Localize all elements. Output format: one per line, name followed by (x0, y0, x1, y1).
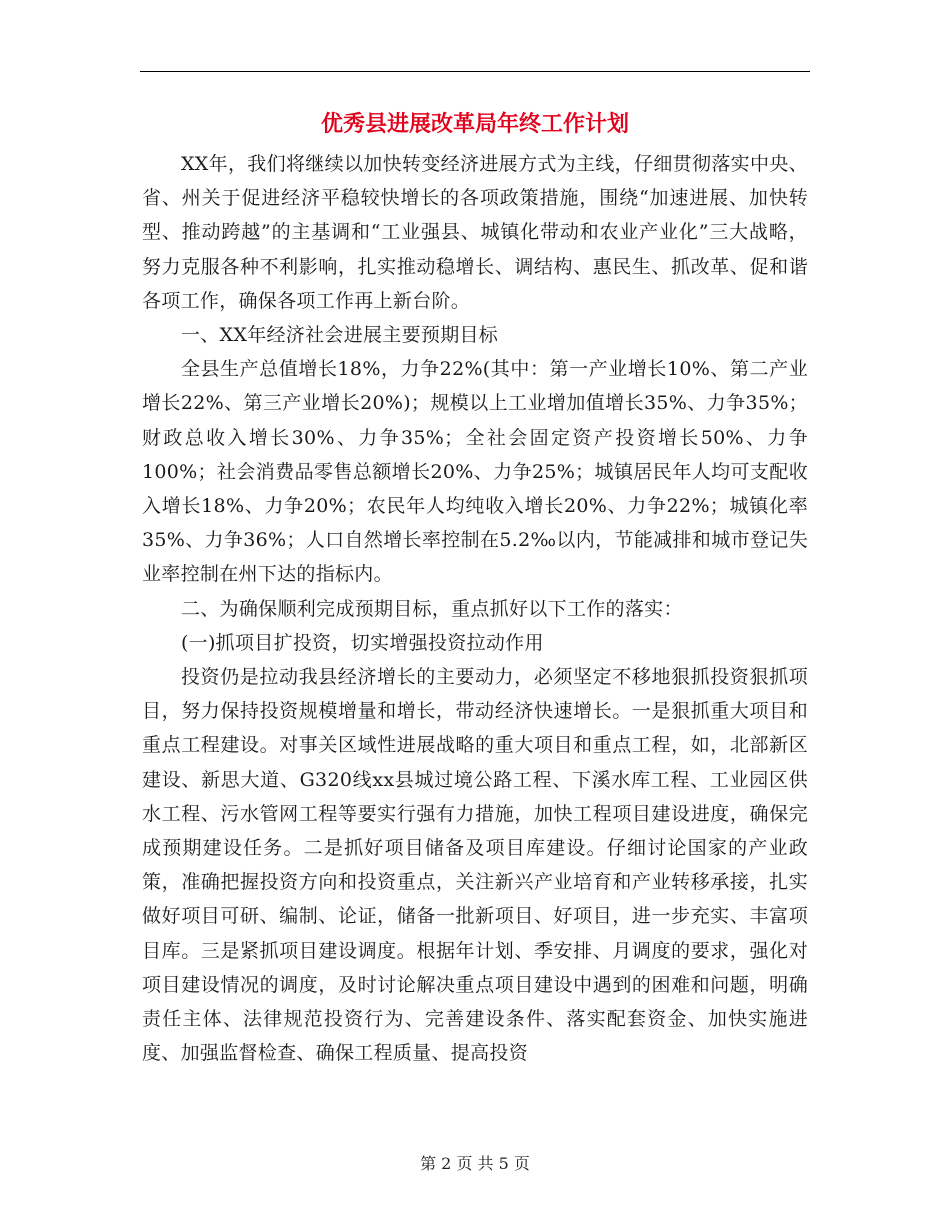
document-title: 优秀县进展改革局年终工作计划 (320, 112, 629, 137)
heading-subsection-1: (一)抓项目扩投资，切实增强投资拉动作用 (180, 631, 544, 654)
paragraph-targets: 全县生产总值增长18%，力争22%(其中：第一产业增长10%、第二产业增长22%、第三产业增长20%)；规模以上工业增加值增长35%、力争35%；财政总收入增长30%、力争35%；全社会固定资产投资增长50%、力争100%；社会消费品零售总额增长20%、力争25%；城镇居民年人均可支配收入增长18%、力争20%；农民年人均纯收入增长20%、力争22%；城镇化率35%、力争36%；人口自然增长率控制在5.2‰以内，节能减排和城市登记失业率控制在州下达的指标内。 (142, 358, 808, 586)
page-number-footer: 第 2 页 共 5 页 (420, 1154, 530, 1173)
document-body (142, 147, 808, 1070)
paragraph-intro: XX年，我们将继续以加快转变经济进展方式为主线，仔细贯彻落实中央、省、州关于促进经济平稳较快增长的各项政策措施，围绕“加速进展、加快转型、推动跨越”的主基调和“工业强县、城镇化带动和农业产业化”三大战略，努力克服各种不利影响，扎实推动稳增长、调结构、惠民生、抓改革、促和谐各项工作，确保各项工作再上新台阶。 (142, 153, 808, 312)
heading-section-2: 二、为确保顺利完成预期目标，重点抓好以下工作的落实： (180, 597, 683, 620)
heading-section-1: 一、XX年经济社会进展主要预期目标 (180, 324, 499, 347)
paragraph-investment: 投资仍是拉动我县经济增长的主要动力，必须坚定不移地狠抓投资狠抓项目，努力保持投资规模增量和增长，带动经济快速增长。一是狠抓重大项目和重点工程建设。对事关区域性进展战略的重大项目和重点工程，如，北部新区建设、新思大道、G320线xx县城过境公路工程、下溪水库工程、工业园区供水工程、污水管网工程等要实行强有力措施，加快工程项目建设进度，确保完成预期建设任务。二是抓好项目储备及项目库建设。仔细讨论国家的产业政策，准确把握投资方向和投资重点，关注新兴产业培育和产业转移承接，扎实做好项目可研、编制、论证，储备一批新项目、好项目，进一步充实、丰富项目库。三是紧抓项目建设调度。根据年计划、季安排、月调度的要求，强化对项目建设情况的调度，及时讨论解决重点项目建设中遇到的困难和问题，明确责任主体、法律规范投资行为、完善建设条件、落实配套资金、加快实施进度、加强监督检查、确保工程质量、提高投资 (142, 666, 808, 1065)
header-rule (140, 71, 810, 72)
